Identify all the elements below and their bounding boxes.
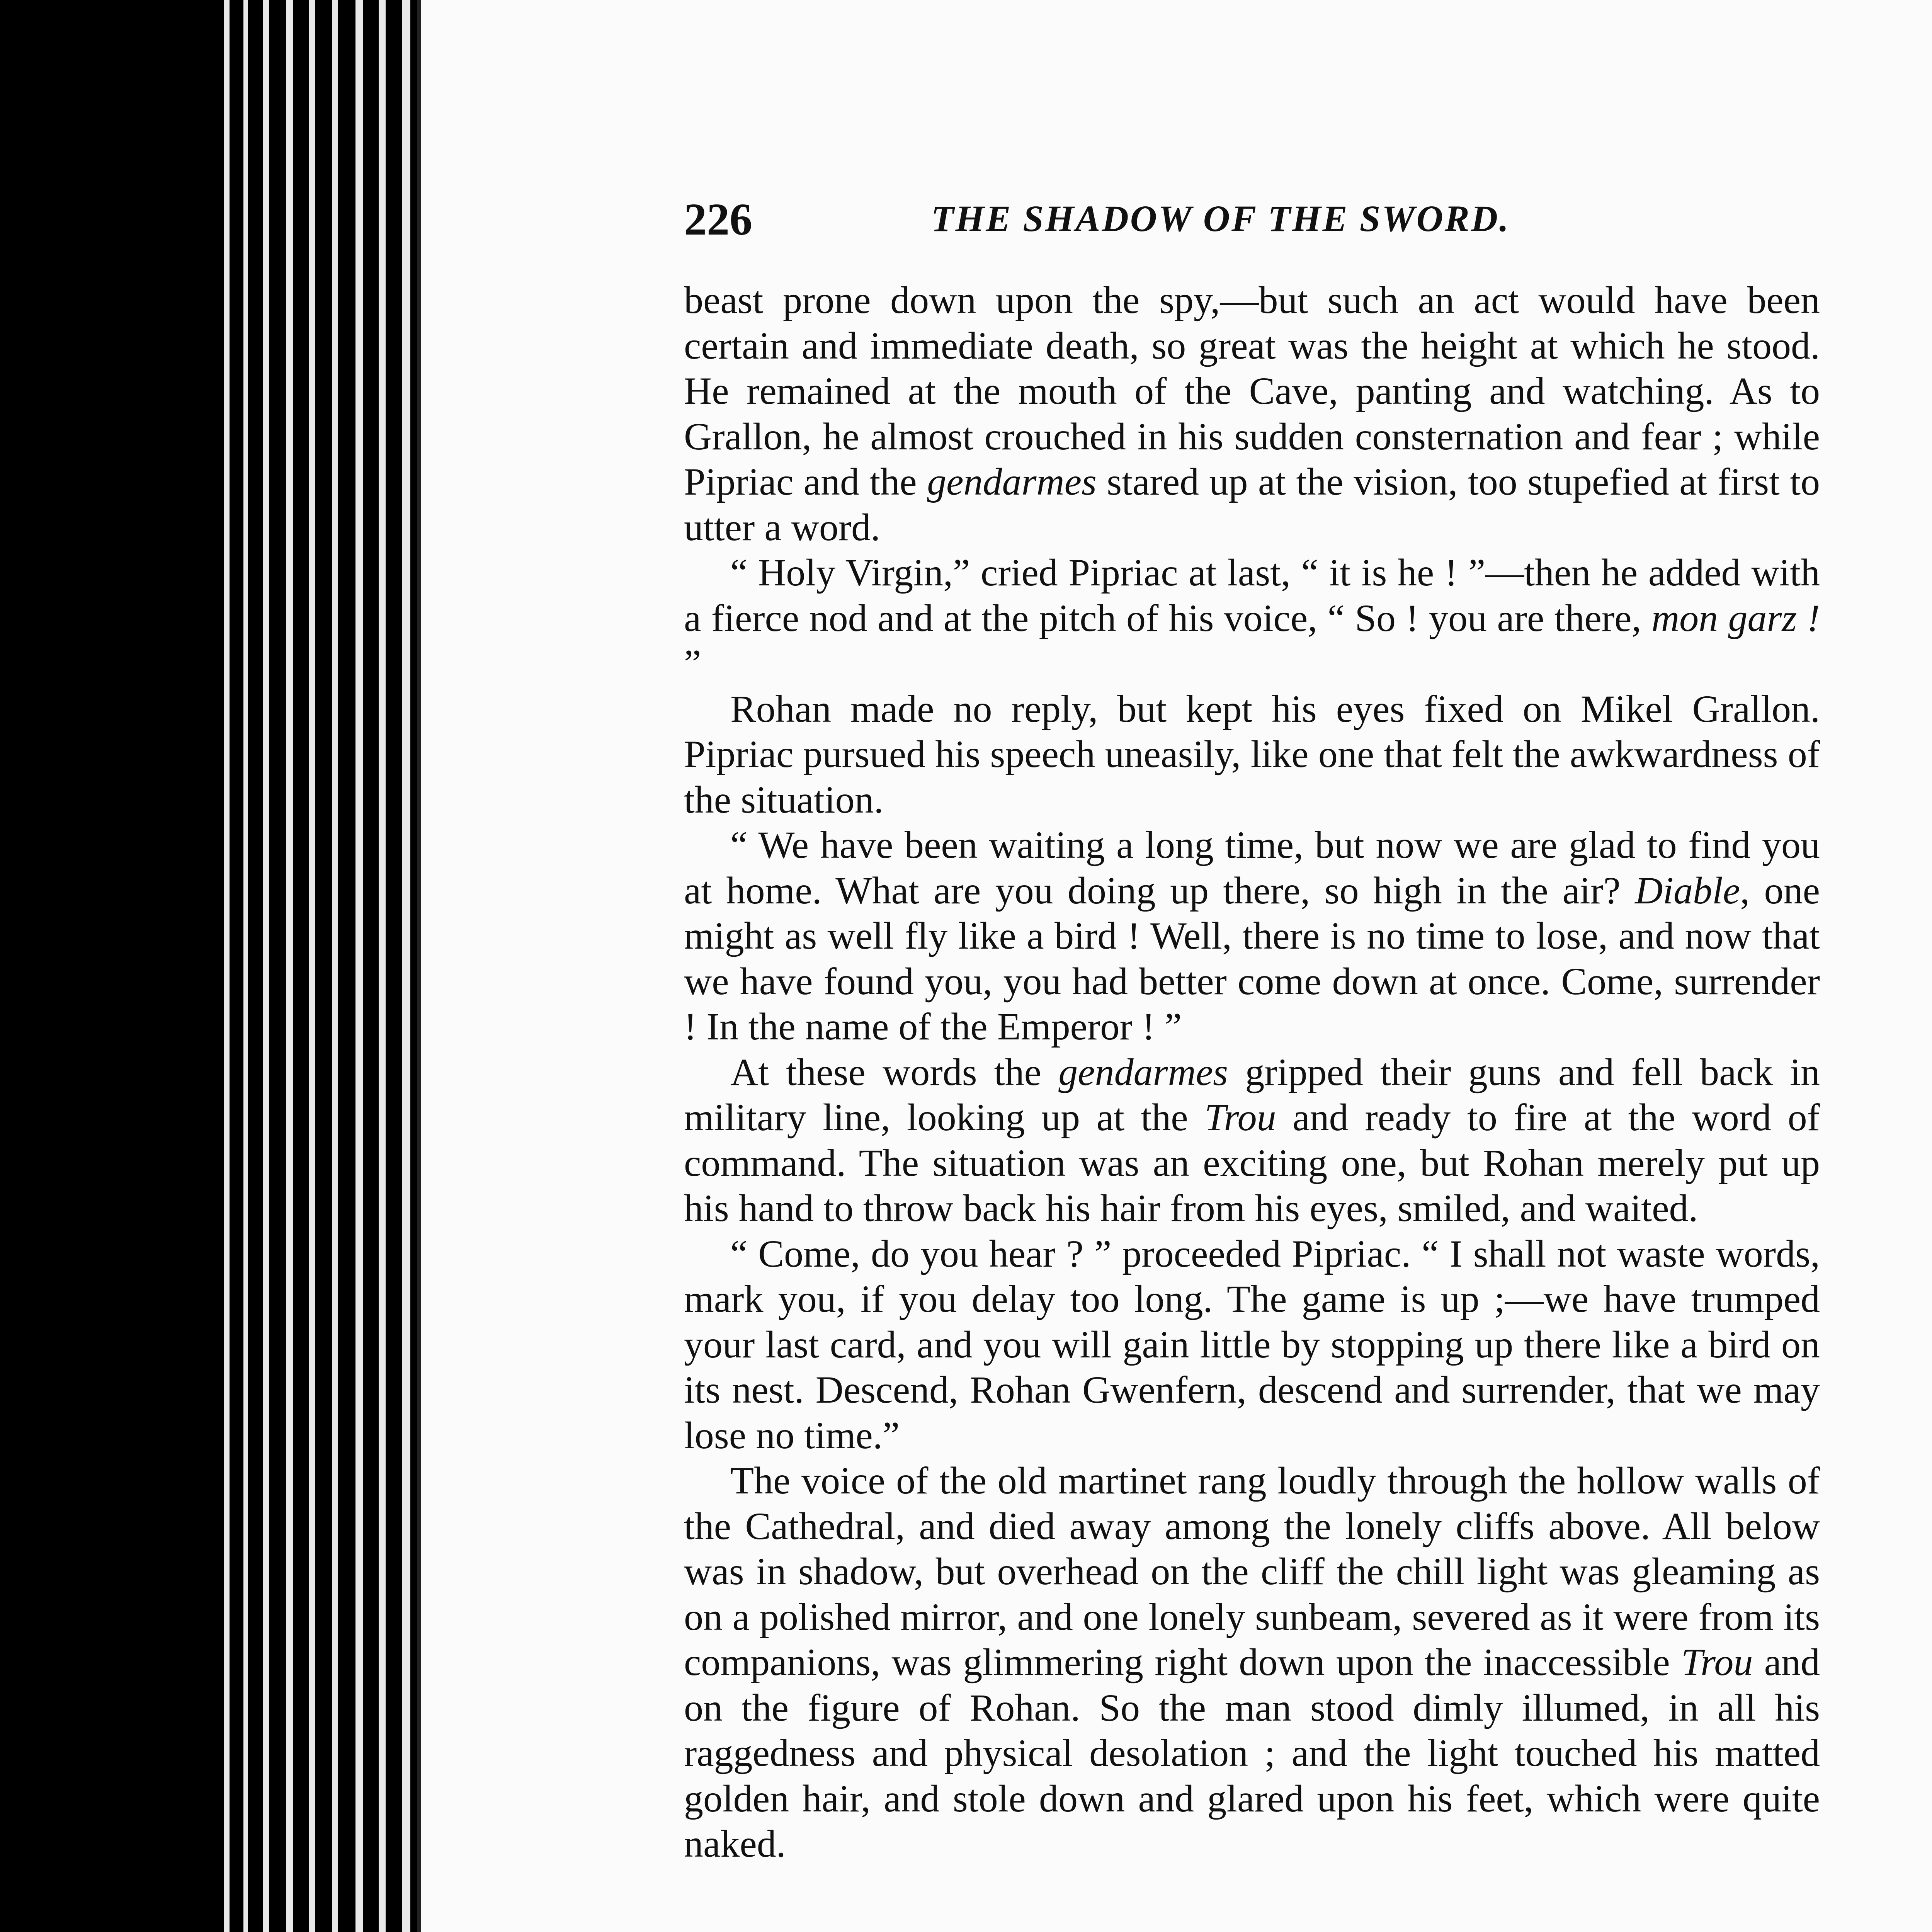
paragraph	[684, 686, 1820, 823]
text-run: stared up at the vision, too stupefied at first to utter a word.	[684, 460, 1820, 549]
page-edges	[209, 0, 425, 1932]
text-run: , one might as well fly like a bird ! Well, there is no time to lose, and now that we have found you, you had better come down at once. Come, surrender ! In the name of the Emperor ! ”	[684, 869, 1820, 1048]
page-header	[684, 193, 1932, 263]
paragraph	[684, 550, 1820, 686]
paragraph	[684, 277, 1820, 550]
page-edge	[309, 0, 315, 1932]
page-edge	[332, 0, 338, 1932]
text-run: Rohan made no reply, but kept his eyes fixed on Mikel Grallon. Pipriac pursued his speech uneasily, like one that felt the awkwardness of the situation.	[684, 687, 1820, 821]
text-run: and on the figure of Rohan. So the man stood dimly illumed, in all his raggedness and physical desolation ; and the light touched his matted golden hair, and stole down and glared upon his feet, which were quite naked.	[684, 1641, 1820, 1865]
text-run: The voice of the old martinet rang loudly through the hollow walls of the Cathedral, and died away among the lonely cliffs above. All below was in shadow, but overhead on the cliff the chill light was gleaming as on a polished mirror, and one lonely sunbeam, severed as it were from its companions, was glimmering right down upon the inaccessible	[684, 1459, 1820, 1684]
text-run: “ Come, do you hear ? ” proceeded Pipriac. “ I shall not waste words, mark you, if you delay too long. The game is up ;—we have trumped your last card, and you will gain little by stopping up there like a bird on its nest. Descend, Rohan Gwenfern, descend and surrender, that we may lose no time.”	[684, 1232, 1820, 1457]
italic-text: gendarmes	[1058, 1050, 1228, 1094]
paragraph	[684, 1231, 1820, 1458]
italic-text: mon garz !	[1651, 596, 1820, 639]
italic-text: Trou	[1681, 1641, 1753, 1684]
page-edge	[286, 0, 293, 1932]
page-edge	[402, 0, 410, 1932]
running-title: THE SHADOW OF THE SWORD.	[931, 198, 1510, 239]
text-run: beast prone down upon the spy,—but such an act would have been certain and immediate death, so great was the height at which he stood. He remained at the mouth of the Cave, panting and watching. As to Grallon, he almost crouched in his sudden consternation and fear ; while Pipriac and the	[684, 279, 1820, 503]
text-run: ”	[684, 642, 701, 685]
paragraph	[684, 1458, 1820, 1867]
text-run: “ Holy Virgin,” cried Pipriac at last, “ it is he ! ”—then he added with a fierce nod and at the pitch of his voice, “ So ! you are there,	[684, 551, 1820, 639]
paragraph	[684, 1049, 1820, 1231]
italic-text: Trou	[1204, 1096, 1276, 1139]
text-run: gripped their guns and fell back in military line, looking up at the	[684, 1050, 1820, 1139]
italic-text: Diable	[1635, 869, 1740, 912]
text-run: At these words the	[730, 1050, 1059, 1094]
page-edge	[355, 0, 363, 1932]
book-page	[417, 0, 1932, 1932]
paragraph	[684, 822, 1820, 1049]
italic-text: gendarmes	[927, 460, 1097, 503]
page-body	[684, 277, 1820, 1867]
page-edge	[224, 0, 230, 1932]
text-run: “ We have been waiting a long time, but now we are glad to find you at home. What are you doing up there, so high in the air?	[684, 823, 1820, 912]
page-edge	[243, 0, 248, 1932]
page-edge	[379, 0, 386, 1932]
page-number: 226	[684, 194, 752, 245]
text-run: and ready to fire at the word of command. The situation was an exciting one, but Rohan merely put up his hand to throw back his hair from his eyes, smiled, and waited.	[684, 1096, 1820, 1230]
page-edge	[263, 0, 269, 1932]
